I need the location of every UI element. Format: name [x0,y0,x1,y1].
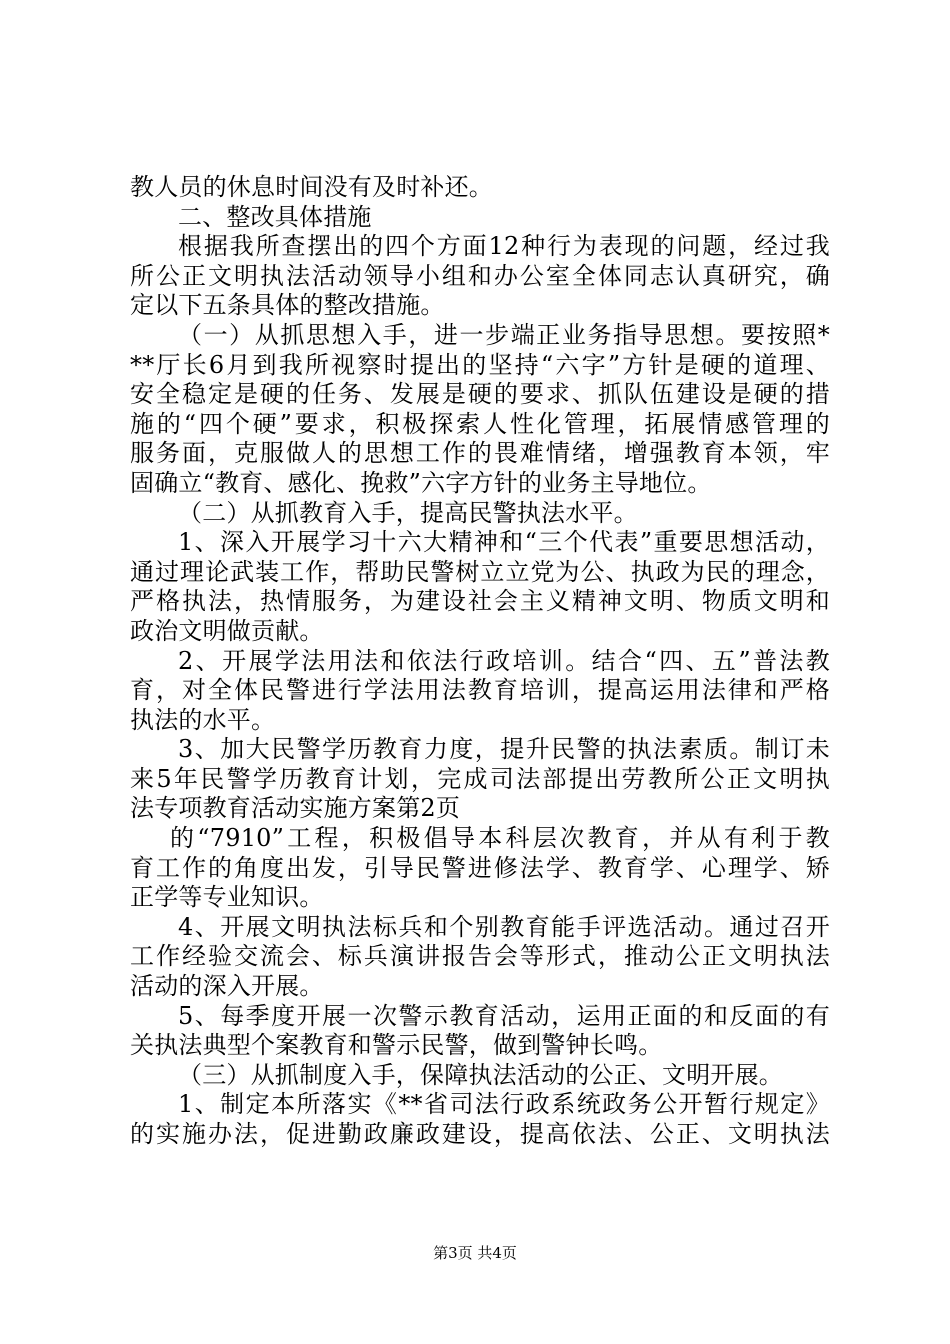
paragraph-line: 3、加大民警学历教育力度，提升民警的执法素质。制订未 [178,735,830,764]
paragraph-line: 的实施办法，促进勤政廉政建设，提高依法、公正、文明执法 [130,1120,830,1148]
paragraph-line: 严格执法，热情服务，为建设社会主义精神文明、物质文明和 [130,587,830,616]
paragraph-line: 所公正文明执法活动领导小组和办公室全体同志认真研究，确 [130,261,830,290]
paragraph-line: 4、开展文明执法标兵和个别教育能手评选活动。通过召开 [178,912,830,941]
paragraph-line: 根据我所查摆出的四个方面12种行为表现的问题，经过我 [178,232,830,261]
paragraph-line: 育，对全体民警进行学法用法教育培训，提高运用法律和严格 [130,676,830,705]
subsection-heading: （二）从抓教育入手，提高民警执法水平。 [178,498,638,527]
paragraph-line: 活动的深入开展。 [130,972,324,1001]
page-footer [0,1243,950,1263]
paragraph-line: 服务面，克服做人的思想工作的畏难情绪，增强教育本领，牢 [130,439,830,468]
paragraph-line: 育工作的角度出发，引导民警进修法学、教育学、心理学、矫 [130,853,830,882]
paragraph-line: 政治文明做贡献。 [130,616,324,645]
paragraph-line: 施的“四个硬”要求，积极探索人性化管理，拓展情感管理的 [130,409,830,438]
paragraph-line: 通过理论武装工作，帮助民警树立立党为公、执政为民的理念， [130,557,830,586]
paragraph-line: 5、每季度开展一次警示教育活动，运用正面的和反面的有 [178,1001,830,1030]
paragraph-line: 1、制定本所落实《**省司法行政系统政务公开暂行规定》 [178,1090,830,1119]
paragraph-line: **厅长6月到我所视察时提出的坚持“六字”方针是硬的道理、 [130,350,830,379]
paragraph-line: 安全稳定是硬的任务、发展是硬的要求、抓队伍建设是硬的措 [130,380,830,409]
paragraph-line: 的“7910”工程，积极倡导本科层次教育，并从有利于教 [170,824,830,853]
paragraph-line: 工作经验交流会、标兵演讲报告会等形式，推动公正文明执法 [130,942,830,971]
paragraph-line: 执法的水平。 [130,705,276,734]
subsection-heading: （三）从抓制度入手，保障执法活动的公正、文明开展。 [178,1060,783,1089]
paragraph-line: 法专项教育活动实施方案第2页 [130,794,461,823]
paragraph-line: 关执法典型个案教育和警示民警，做到警钟长鸣。 [130,1031,663,1060]
page-number: 第3页 共4页 [433,1244,517,1262]
section-heading: 二、整改具体措施 [178,202,372,231]
paragraph-line: 定以下五条具体的整改措施。 [130,291,445,320]
paragraph-line: 1、深入开展学习十六大精神和“三个代表”重要思想活动， [178,528,830,557]
document-body [130,173,830,1150]
paragraph-line: 固确立“教育、感化、挽救”六字方针的业务主导地位。 [130,468,712,497]
paragraph-line: 2、开展学法用法和依法行政培训。结合“四、五”普法教 [178,646,830,675]
paragraph-line: 教人员的休息时间没有及时补还。 [130,173,493,201]
paragraph-line: 正学等专业知识。 [130,883,324,912]
paragraph-line: 来5年民警学历教育计划，完成司法部提出劳教所公正文明执 [130,764,830,793]
subsection-heading: （一）从抓思想入手，进一步端正业务指导思想。要按照* [178,320,830,349]
